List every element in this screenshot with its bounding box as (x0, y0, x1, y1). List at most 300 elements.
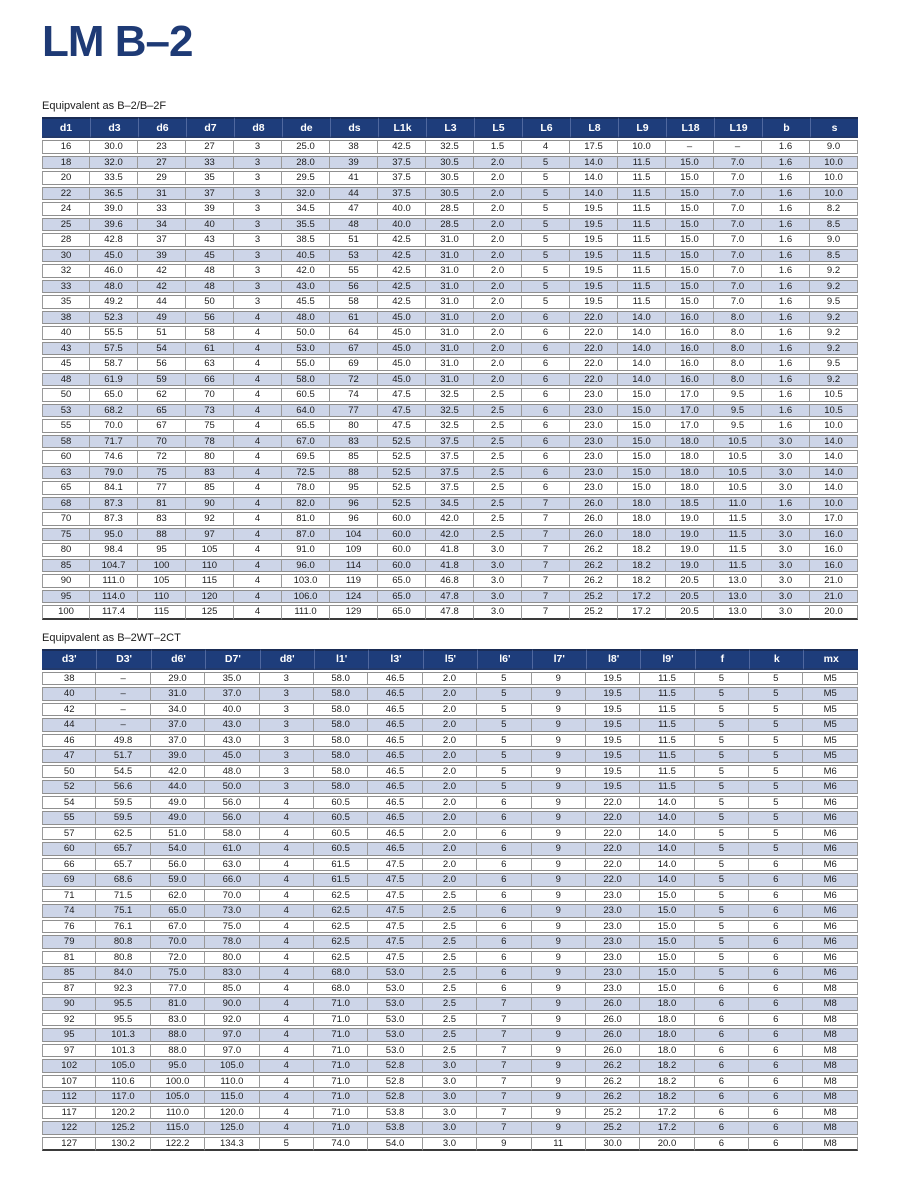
cell: 7 (522, 574, 570, 588)
spec-table-b2wt-2ct (42, 647, 858, 1154)
cell: 7 (522, 512, 570, 526)
table-row (42, 1044, 858, 1058)
cell: 58.7 (90, 357, 138, 371)
cell: 122.2 (151, 1137, 205, 1152)
cell: 3 (260, 672, 314, 686)
cell: 5 (695, 951, 749, 965)
cell: 7 (522, 528, 570, 542)
table-row (42, 404, 858, 418)
cell: 46.5 (368, 842, 422, 856)
cell: 3.0 (762, 590, 810, 604)
column-header: b (762, 117, 810, 138)
cell: 15.0 (666, 264, 714, 278)
cell: 6 (477, 811, 531, 825)
cell: 7.0 (714, 156, 762, 170)
cell: 15.0 (640, 951, 694, 965)
cell: 5 (695, 718, 749, 732)
cell: 11 (532, 1137, 586, 1152)
cell: 9 (532, 904, 586, 918)
cell: 62.5 (314, 951, 368, 965)
cell: 35 (42, 295, 90, 309)
cell: 3 (260, 765, 314, 779)
cell: 6 (749, 1044, 803, 1058)
cell: 53.0 (368, 982, 422, 996)
table-row (42, 920, 858, 934)
cell: 5 (522, 187, 570, 201)
cell: 87.0 (282, 528, 330, 542)
cell: 40.0 (378, 202, 426, 216)
cell: 6 (749, 889, 803, 903)
cell: 10.0 (810, 497, 858, 511)
cell: 5 (695, 765, 749, 779)
cell: 43.0 (282, 280, 330, 294)
cell: 5 (695, 687, 749, 701)
cell: 44.0 (151, 780, 205, 794)
cell: 4 (234, 450, 282, 464)
cell: 27 (138, 156, 186, 170)
cell: 62.5 (314, 920, 368, 934)
cell: 50 (42, 388, 90, 402)
cell: 53.8 (368, 1121, 422, 1135)
cell: 109 (330, 543, 378, 557)
cell: 122 (42, 1121, 96, 1135)
cell: 72.0 (151, 951, 205, 965)
cell: 5 (522, 218, 570, 232)
cell: 37.5 (426, 466, 474, 480)
cell: 2.5 (423, 982, 477, 996)
cell: 45.0 (378, 342, 426, 356)
cell: 52.3 (90, 311, 138, 325)
cell: 53.0 (368, 1028, 422, 1042)
cell: 16.0 (810, 559, 858, 573)
cell: 97 (42, 1044, 96, 1058)
cell: 11.5 (640, 780, 694, 794)
cell: 52.8 (368, 1090, 422, 1104)
table-row (42, 718, 858, 732)
cell: 6 (695, 1059, 749, 1073)
cell: 5 (695, 920, 749, 934)
cell: 11.5 (640, 765, 694, 779)
cell: 4 (260, 1013, 314, 1027)
cell: 87.3 (90, 497, 138, 511)
cell: 7.0 (714, 280, 762, 294)
cell: 40.5 (282, 249, 330, 263)
cell: 41.8 (426, 543, 474, 557)
cell: 5 (695, 827, 749, 841)
cell: 19.5 (570, 280, 618, 294)
cell: 8.0 (714, 373, 762, 387)
cell: 33 (138, 202, 186, 216)
table-row (42, 935, 858, 949)
cell: 14.0 (618, 373, 666, 387)
cell: 30.0 (586, 1137, 640, 1152)
cell: 37 (138, 233, 186, 247)
column-header: l3' (368, 649, 422, 670)
cell: 39 (186, 202, 234, 216)
cell: 2.0 (423, 780, 477, 794)
cell: 6 (749, 1013, 803, 1027)
cell: 6 (522, 435, 570, 449)
cell: 9.0 (810, 233, 858, 247)
cell: 23.0 (570, 450, 618, 464)
cell: 23.0 (586, 966, 640, 980)
cell: 45 (186, 249, 234, 263)
cell: 75.1 (96, 904, 150, 918)
cell: 20.5 (666, 574, 714, 588)
cell: 2.0 (474, 202, 522, 216)
cell: 32.0 (90, 156, 138, 170)
cell: 68.0 (314, 982, 368, 996)
cell: 6 (749, 982, 803, 996)
cell: 2.5 (474, 388, 522, 402)
equivalence-table-block-b2 (42, 100, 858, 622)
cell: 2.0 (423, 796, 477, 810)
cell: 10.0 (810, 419, 858, 433)
cell: 71.0 (314, 1059, 368, 1073)
cell: 6 (477, 935, 531, 949)
cell: 6 (749, 951, 803, 965)
cell: 5 (749, 796, 803, 810)
cell: 1.6 (762, 373, 810, 387)
cell: 8.5 (810, 249, 858, 263)
column-header: d7 (186, 117, 234, 138)
cell: 1.6 (762, 218, 810, 232)
column-header: L18 (666, 117, 714, 138)
cell: 14.0 (640, 811, 694, 825)
cell: 92 (186, 512, 234, 526)
cell: 125.2 (96, 1121, 150, 1135)
cell: 15.0 (666, 187, 714, 201)
cell: 63 (186, 357, 234, 371)
cell: 5 (695, 780, 749, 794)
cell: 18.2 (640, 1075, 694, 1089)
cell: 4 (234, 590, 282, 604)
cell: 37 (186, 187, 234, 201)
cell: 4 (260, 997, 314, 1011)
cell: 6 (477, 842, 531, 856)
cell: 42 (138, 280, 186, 294)
cell: 38 (330, 140, 378, 154)
cell: 9 (532, 920, 586, 934)
cell: 96 (330, 512, 378, 526)
cell: 1.6 (762, 249, 810, 263)
cell: 82.0 (282, 497, 330, 511)
cell: 88.0 (151, 1028, 205, 1042)
cell: 61 (330, 311, 378, 325)
cell: 48 (42, 373, 90, 387)
cell: 66 (186, 373, 234, 387)
cell: 9 (532, 734, 586, 748)
cell: M5 (803, 718, 858, 732)
cell: 4 (260, 1075, 314, 1089)
cell: 65.0 (378, 574, 426, 588)
cell: 30 (42, 249, 90, 263)
cell: 15.0 (618, 450, 666, 464)
cell: 19.5 (570, 218, 618, 232)
cell: 52.8 (368, 1059, 422, 1073)
cell: 16.0 (666, 311, 714, 325)
cell: 42.0 (151, 765, 205, 779)
cell: 15.0 (666, 202, 714, 216)
cell: 46.5 (368, 687, 422, 701)
cell: 13.0 (714, 574, 762, 588)
cell: 26.0 (570, 512, 618, 526)
cell: 10.0 (810, 171, 858, 185)
cell: 66.0 (205, 873, 259, 887)
cell: 5 (260, 1137, 314, 1152)
cell: 17.2 (618, 590, 666, 604)
table-row (42, 672, 858, 686)
cell: 87 (42, 982, 96, 996)
cell: M5 (803, 703, 858, 717)
cell: 105.0 (96, 1059, 150, 1073)
cell: 3.0 (423, 1090, 477, 1104)
cell: 75.0 (151, 966, 205, 980)
cell: 4 (234, 497, 282, 511)
cell: 58 (186, 326, 234, 340)
cell: 22.0 (586, 796, 640, 810)
cell: 6 (749, 997, 803, 1011)
cell: 5 (477, 672, 531, 686)
cell: 2.0 (474, 233, 522, 247)
cell: 49.2 (90, 295, 138, 309)
cell: 11.5 (618, 249, 666, 263)
cell: 3 (260, 780, 314, 794)
cell: 64 (330, 326, 378, 340)
cell: 2.0 (474, 311, 522, 325)
cell: 5 (695, 966, 749, 980)
cell: 2.0 (474, 373, 522, 387)
cell: 7.0 (714, 202, 762, 216)
table-row (42, 951, 858, 965)
column-header: L8 (570, 117, 618, 138)
cell: 19.5 (570, 249, 618, 263)
cell: 6 (522, 404, 570, 418)
cell: 37.5 (426, 435, 474, 449)
cell: 58.0 (314, 718, 368, 732)
cell: 4 (234, 512, 282, 526)
cell: 70.0 (151, 935, 205, 949)
cell: 42 (42, 703, 96, 717)
cell: 61.5 (314, 858, 368, 872)
cell: 114.0 (90, 590, 138, 604)
cell: 16.0 (810, 528, 858, 542)
cell: 58 (42, 435, 90, 449)
cell: 5 (749, 827, 803, 841)
column-header: L9 (618, 117, 666, 138)
cell: 65.0 (378, 590, 426, 604)
cell: 7 (522, 543, 570, 557)
cell: 2.5 (423, 1044, 477, 1058)
cell: 5 (695, 858, 749, 872)
cell: 4 (234, 373, 282, 387)
cell: 19.5 (570, 233, 618, 247)
cell: 47.5 (368, 904, 422, 918)
cell: 72.5 (282, 466, 330, 480)
table-row (42, 1028, 858, 1042)
table-row (42, 249, 858, 263)
cell: 45.0 (378, 357, 426, 371)
column-header: L5 (474, 117, 522, 138)
cell: 9.2 (810, 326, 858, 340)
cell: 28.0 (282, 156, 330, 170)
cell: 4 (260, 982, 314, 996)
cell: 22.0 (570, 326, 618, 340)
cell: M5 (803, 734, 858, 748)
cell: 90 (186, 497, 234, 511)
cell: 58.0 (282, 373, 330, 387)
cell: 102 (42, 1059, 96, 1073)
cell: 33 (42, 280, 90, 294)
cell: M8 (803, 1075, 858, 1089)
cell: 5 (477, 780, 531, 794)
cell: 26.0 (586, 1028, 640, 1042)
cell: 6 (695, 1028, 749, 1042)
cell: 17.2 (640, 1106, 694, 1120)
cell: 83.0 (205, 966, 259, 980)
cell: 50 (186, 295, 234, 309)
cell: 51.7 (96, 749, 150, 763)
cell: 56.0 (151, 858, 205, 872)
cell: 81 (42, 951, 96, 965)
cell: 35 (186, 171, 234, 185)
cell: 46.5 (368, 780, 422, 794)
cell: 1.6 (762, 326, 810, 340)
cell: 4 (234, 326, 282, 340)
cell: 18.0 (666, 450, 714, 464)
cell: 114 (330, 559, 378, 573)
cell: 70.0 (205, 889, 259, 903)
cell: 85 (330, 450, 378, 464)
cell: 54.0 (151, 842, 205, 856)
cell: 48 (186, 264, 234, 278)
cell: 3.0 (762, 543, 810, 557)
cell: 95.5 (96, 1013, 150, 1027)
cell: M5 (803, 749, 858, 763)
cell: 1.6 (762, 497, 810, 511)
cell: 79 (42, 935, 96, 949)
cell: 2.0 (423, 687, 477, 701)
cell: 18.0 (640, 1028, 694, 1042)
cell: 4 (234, 404, 282, 418)
cell: 3 (234, 187, 282, 201)
table-row (42, 997, 858, 1011)
cell: 37.5 (378, 171, 426, 185)
cell: 5 (749, 718, 803, 732)
cell: 1.6 (762, 311, 810, 325)
cell: 6 (522, 450, 570, 464)
cell: 18.2 (618, 574, 666, 588)
cell: 27 (186, 140, 234, 154)
cell: 6 (695, 997, 749, 1011)
cell: M6 (803, 920, 858, 934)
cell: 2.0 (423, 718, 477, 732)
cell: 17.2 (640, 1121, 694, 1135)
cell: 2.0 (474, 171, 522, 185)
cell: 9 (532, 1075, 586, 1089)
cell: 6 (749, 920, 803, 934)
cell: 11.5 (640, 687, 694, 701)
cell: 49.0 (151, 811, 205, 825)
cell: 34.5 (282, 202, 330, 216)
cell: 65.7 (96, 842, 150, 856)
cell: 40.0 (205, 703, 259, 717)
cell: 53.8 (368, 1106, 422, 1120)
cell: 45.0 (378, 311, 426, 325)
cell: 4 (260, 873, 314, 887)
cell: 110 (186, 559, 234, 573)
column-header: D7' (205, 649, 259, 670)
cell: 2.0 (423, 672, 477, 686)
cell: 46.5 (368, 672, 422, 686)
cell: 14.0 (640, 827, 694, 841)
cell: 11.5 (618, 156, 666, 170)
cell: 14.0 (618, 357, 666, 371)
cell: 2.0 (423, 703, 477, 717)
cell: 40 (42, 687, 96, 701)
cell: 31 (138, 187, 186, 201)
cell: 70 (42, 512, 90, 526)
table-row (42, 1137, 858, 1152)
cell: 71.0 (314, 1028, 368, 1042)
cell: 77 (330, 404, 378, 418)
cell: 2.0 (474, 280, 522, 294)
cell: 38 (42, 672, 96, 686)
cell: 125.0 (205, 1121, 259, 1135)
cell: 42.0 (282, 264, 330, 278)
cell: 17.0 (810, 512, 858, 526)
cell: 16.0 (666, 326, 714, 340)
cell: 47.5 (368, 858, 422, 872)
cell: 47.5 (368, 935, 422, 949)
cell: 1.6 (762, 357, 810, 371)
cell: 58.0 (314, 734, 368, 748)
cell: 15.0 (640, 982, 694, 996)
cell: 5 (477, 703, 531, 717)
cell: 6 (522, 481, 570, 495)
table-row (42, 842, 858, 856)
cell: 56.6 (96, 780, 150, 794)
cell: 54 (138, 342, 186, 356)
cell: 39.6 (90, 218, 138, 232)
cell: M8 (803, 1137, 858, 1152)
cell: 3 (234, 264, 282, 278)
cell: – (714, 140, 762, 154)
cell: 2.5 (423, 951, 477, 965)
cell: 43.0 (205, 734, 259, 748)
cell: 10.5 (714, 435, 762, 449)
cell: M6 (803, 780, 858, 794)
cell: 7 (477, 997, 531, 1011)
cell: 47.5 (368, 889, 422, 903)
cell: 69 (330, 357, 378, 371)
cell: 19.5 (570, 264, 618, 278)
table-row (42, 140, 858, 154)
cell: 2.5 (474, 497, 522, 511)
cell: 56 (138, 357, 186, 371)
cell: 14.0 (810, 481, 858, 495)
cell: 51.0 (151, 827, 205, 841)
table-row (42, 450, 858, 464)
cell: 19.0 (666, 528, 714, 542)
column-header: d3 (90, 117, 138, 138)
cell: 54 (42, 796, 96, 810)
cell: 47.5 (378, 419, 426, 433)
cell: 4 (260, 1044, 314, 1058)
cell: 46.0 (90, 264, 138, 278)
cell: 54.5 (96, 765, 150, 779)
cell: 56 (330, 280, 378, 294)
